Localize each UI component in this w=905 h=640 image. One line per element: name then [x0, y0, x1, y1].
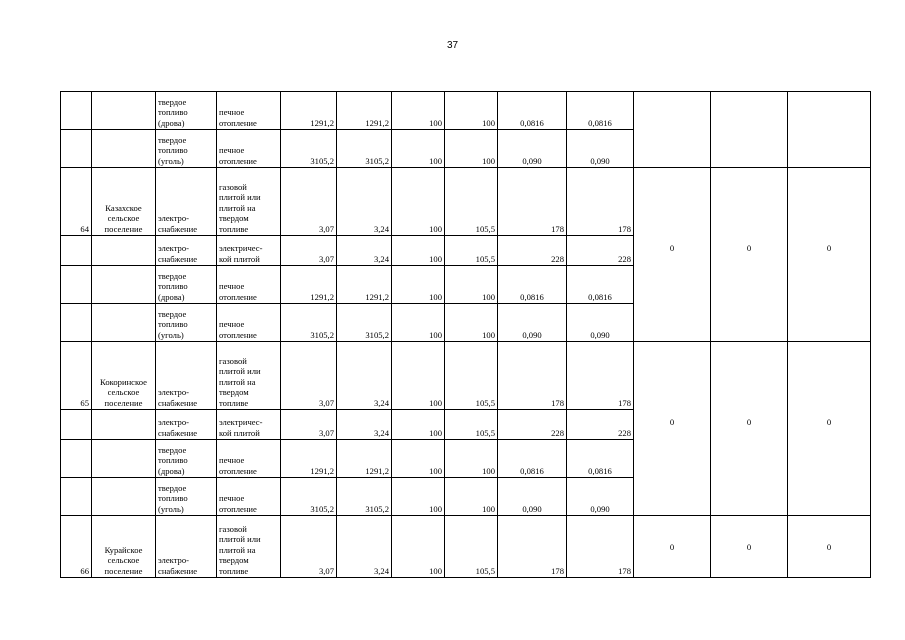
percent-2: 105,5 [445, 410, 498, 440]
tariff-1: 0,090 [498, 130, 567, 168]
row-number: 65 [61, 342, 92, 410]
resource-type [156, 236, 217, 266]
text-line: снабжение [158, 565, 198, 576]
percent-1: 100 [392, 478, 445, 516]
usage-type [217, 168, 281, 236]
volume-1: 1291,2 [281, 92, 337, 130]
text-line: плитой или [219, 534, 261, 544]
text-line: (уголь) [158, 503, 184, 514]
row-number [61, 266, 92, 304]
percent-1: 100 [392, 440, 445, 478]
resource-type [156, 92, 217, 130]
tariff-1: 178 [498, 168, 567, 236]
row-number: 66 [61, 516, 92, 578]
text-line: твердое [158, 482, 187, 493]
percent-2: 100 [445, 130, 498, 168]
text-line: твердом [219, 213, 249, 223]
tariff-1: 0,090 [498, 304, 567, 342]
tariff-1: 0,090 [498, 478, 567, 516]
tariff-1: 228 [498, 236, 567, 266]
volume-2: 3,24 [337, 342, 392, 410]
usage-type [217, 236, 281, 266]
percent-2: 105,5 [445, 342, 498, 410]
text-line: (уголь) [158, 329, 184, 340]
resource-type [156, 440, 217, 478]
usage-type [217, 410, 281, 440]
row-number [61, 92, 92, 130]
text-line: топливо [158, 493, 188, 503]
volume-1: 3,07 [281, 342, 337, 410]
row-number [61, 410, 92, 440]
volume-1: 3105,2 [281, 478, 337, 516]
text-line: Казахское [105, 202, 142, 213]
percent-2: 100 [445, 304, 498, 342]
usage-type [217, 342, 281, 410]
tariff-2: 0,090 [567, 304, 634, 342]
tariff-2: 228 [567, 410, 634, 440]
text-line: твердое [158, 96, 187, 107]
side-value-b: 0 [711, 168, 788, 342]
side-value-b: 0 [711, 342, 788, 516]
text-line: твердое [158, 308, 187, 319]
percent-1: 100 [392, 410, 445, 440]
percent-2: 100 [445, 478, 498, 516]
text-line: сельское [107, 213, 140, 223]
volume-2: 1291,2 [337, 92, 392, 130]
resource-type [156, 516, 217, 578]
text-line: плитой или [219, 192, 261, 202]
text-line: газовой [219, 355, 247, 366]
row-number [61, 236, 92, 266]
text-line: топливе [219, 565, 249, 576]
usage-type [217, 440, 281, 478]
side-value-a: 0 [634, 516, 711, 578]
resource-type [156, 342, 217, 410]
tariff-table [60, 91, 871, 578]
tariff-1: 178 [498, 516, 567, 578]
text-line: печное [219, 281, 245, 291]
tariff-1: 0,0816 [498, 440, 567, 478]
text-line: поселение [104, 223, 143, 234]
text-line: отопление [219, 155, 257, 166]
row-number: 64 [61, 168, 92, 236]
percent-2: 100 [445, 266, 498, 304]
page-number: 37 [446, 40, 459, 51]
table-row [61, 168, 871, 236]
table-row [61, 92, 871, 130]
volume-1: 3105,2 [281, 130, 337, 168]
text-line: кой плитой [219, 253, 260, 264]
text-line: топливо [158, 107, 188, 117]
text-line: газовой [219, 181, 247, 192]
text-line: электро- [158, 555, 190, 565]
table-row [61, 342, 871, 410]
row-number [61, 440, 92, 478]
resource-type [156, 478, 217, 516]
text-line: твердом [219, 387, 249, 397]
settlement-name [92, 478, 156, 516]
side-value-b [711, 92, 788, 168]
text-line: (дрова) [158, 465, 185, 476]
settlement-name [92, 342, 156, 410]
row-number [61, 304, 92, 342]
text-line: электричес- [219, 243, 263, 253]
percent-1: 100 [392, 516, 445, 578]
text-line: снабжение [158, 397, 198, 408]
settlement-name [92, 236, 156, 266]
volume-2: 1291,2 [337, 266, 392, 304]
usage-type [217, 478, 281, 516]
text-line: плитой на [219, 544, 256, 555]
tariff-2: 178 [567, 168, 634, 236]
text-line: электро- [158, 387, 190, 397]
usage-type [217, 130, 281, 168]
volume-2: 1291,2 [337, 440, 392, 478]
text-line: топливо [158, 319, 188, 329]
text-line: твердом [219, 555, 249, 565]
text-line: (уголь) [158, 155, 184, 166]
tariff-2: 0,0816 [567, 440, 634, 478]
text-line: топливе [219, 397, 249, 408]
text-line: твердое [158, 134, 187, 145]
side-value-c: 0 [788, 342, 871, 516]
text-line: твердое [158, 270, 187, 281]
text-line: плитой на [219, 202, 256, 213]
side-value-c: 0 [788, 168, 871, 342]
text-line: твердое [158, 444, 187, 455]
volume-2: 3,24 [337, 410, 392, 440]
settlement-name [92, 168, 156, 236]
tariff-1: 0,0816 [498, 92, 567, 130]
resource-type [156, 304, 217, 342]
text-line: Кокоринское [100, 376, 147, 387]
volume-1: 3105,2 [281, 304, 337, 342]
text-line: электро- [158, 243, 190, 253]
side-value-b: 0 [711, 516, 788, 578]
percent-1: 100 [392, 266, 445, 304]
volume-2: 3105,2 [337, 478, 392, 516]
volume-1: 3,07 [281, 410, 337, 440]
tariff-1: 0,0816 [498, 266, 567, 304]
text-line: Курайское [104, 544, 143, 555]
resource-type [156, 130, 217, 168]
settlement-name [92, 130, 156, 168]
settlement-name [92, 92, 156, 130]
resource-type [156, 410, 217, 440]
text-line: топливе [219, 223, 249, 234]
volume-2: 3,24 [337, 236, 392, 266]
usage-type [217, 304, 281, 342]
percent-2: 105,5 [445, 168, 498, 236]
text-line: топливо [158, 455, 188, 465]
settlement-name [92, 516, 156, 578]
volume-1: 1291,2 [281, 440, 337, 478]
percent-2: 100 [445, 92, 498, 130]
text-line: отопление [219, 465, 257, 476]
percent-1: 100 [392, 236, 445, 266]
tariff-1: 228 [498, 410, 567, 440]
text-line: отопление [219, 503, 257, 514]
table-row [61, 516, 871, 578]
side-value-c: 0 [788, 516, 871, 578]
side-value-a [634, 92, 711, 168]
side-value-a: 0 [634, 168, 711, 342]
volume-1: 3,07 [281, 236, 337, 266]
percent-1: 100 [392, 92, 445, 130]
percent-2: 100 [445, 440, 498, 478]
volume-2: 3,24 [337, 168, 392, 236]
settlement-name [92, 304, 156, 342]
text-line: кой плитой [219, 427, 260, 438]
percent-1: 100 [392, 304, 445, 342]
percent-2: 105,5 [445, 236, 498, 266]
percent-1: 100 [392, 168, 445, 236]
volume-2: 3105,2 [337, 304, 392, 342]
tariff-2: 0,090 [567, 478, 634, 516]
percent-1: 100 [392, 130, 445, 168]
text-line: снабжение [158, 253, 198, 264]
tariff-2: 178 [567, 342, 634, 410]
text-line: (дрова) [158, 291, 185, 302]
text-line: поселение [104, 397, 143, 408]
text-line: плитой на [219, 376, 256, 387]
tariff-2: 0,0816 [567, 266, 634, 304]
volume-1: 3,07 [281, 516, 337, 578]
text-line: топливо [158, 145, 188, 155]
text-line: топливо [158, 281, 188, 291]
tariff-2: 0,090 [567, 130, 634, 168]
text-line: (дрова) [158, 117, 185, 128]
text-line: электро- [158, 417, 190, 427]
settlement-name [92, 410, 156, 440]
text-line: газовой [219, 523, 247, 534]
volume-1: 1291,2 [281, 266, 337, 304]
text-line: снабжение [158, 427, 198, 438]
side-value-c [788, 92, 871, 168]
volume-1: 3,07 [281, 168, 337, 236]
text-line: поселение [104, 565, 143, 576]
row-number [61, 478, 92, 516]
text-line: отопление [219, 117, 257, 128]
text-line: сельское [107, 387, 140, 397]
text-line: печное [219, 107, 245, 117]
tariff-2: 228 [567, 236, 634, 266]
tariff-1: 178 [498, 342, 567, 410]
row-number [61, 130, 92, 168]
text-line: электро- [158, 213, 190, 223]
text-line: печное [219, 319, 245, 329]
side-value-a: 0 [634, 342, 711, 516]
text-line: отопление [219, 291, 257, 302]
text-line: печное [219, 455, 245, 465]
text-line: плитой или [219, 366, 261, 376]
usage-type [217, 516, 281, 578]
text-line: снабжение [158, 223, 198, 234]
text-line: электричес- [219, 417, 263, 427]
volume-2: 3,24 [337, 516, 392, 578]
percent-1: 100 [392, 342, 445, 410]
tariff-2: 0,0816 [567, 92, 634, 130]
settlement-name [92, 440, 156, 478]
usage-type [217, 92, 281, 130]
text-line: печное [219, 493, 245, 503]
settlement-name [92, 266, 156, 304]
resource-type [156, 266, 217, 304]
table-body [61, 92, 871, 578]
volume-2: 3105,2 [337, 130, 392, 168]
text-line: отопление [219, 329, 257, 340]
text-line: печное [219, 145, 245, 155]
tariff-2: 178 [567, 516, 634, 578]
percent-2: 105,5 [445, 516, 498, 578]
text-line: сельское [107, 555, 140, 565]
usage-type [217, 266, 281, 304]
resource-type [156, 168, 217, 236]
